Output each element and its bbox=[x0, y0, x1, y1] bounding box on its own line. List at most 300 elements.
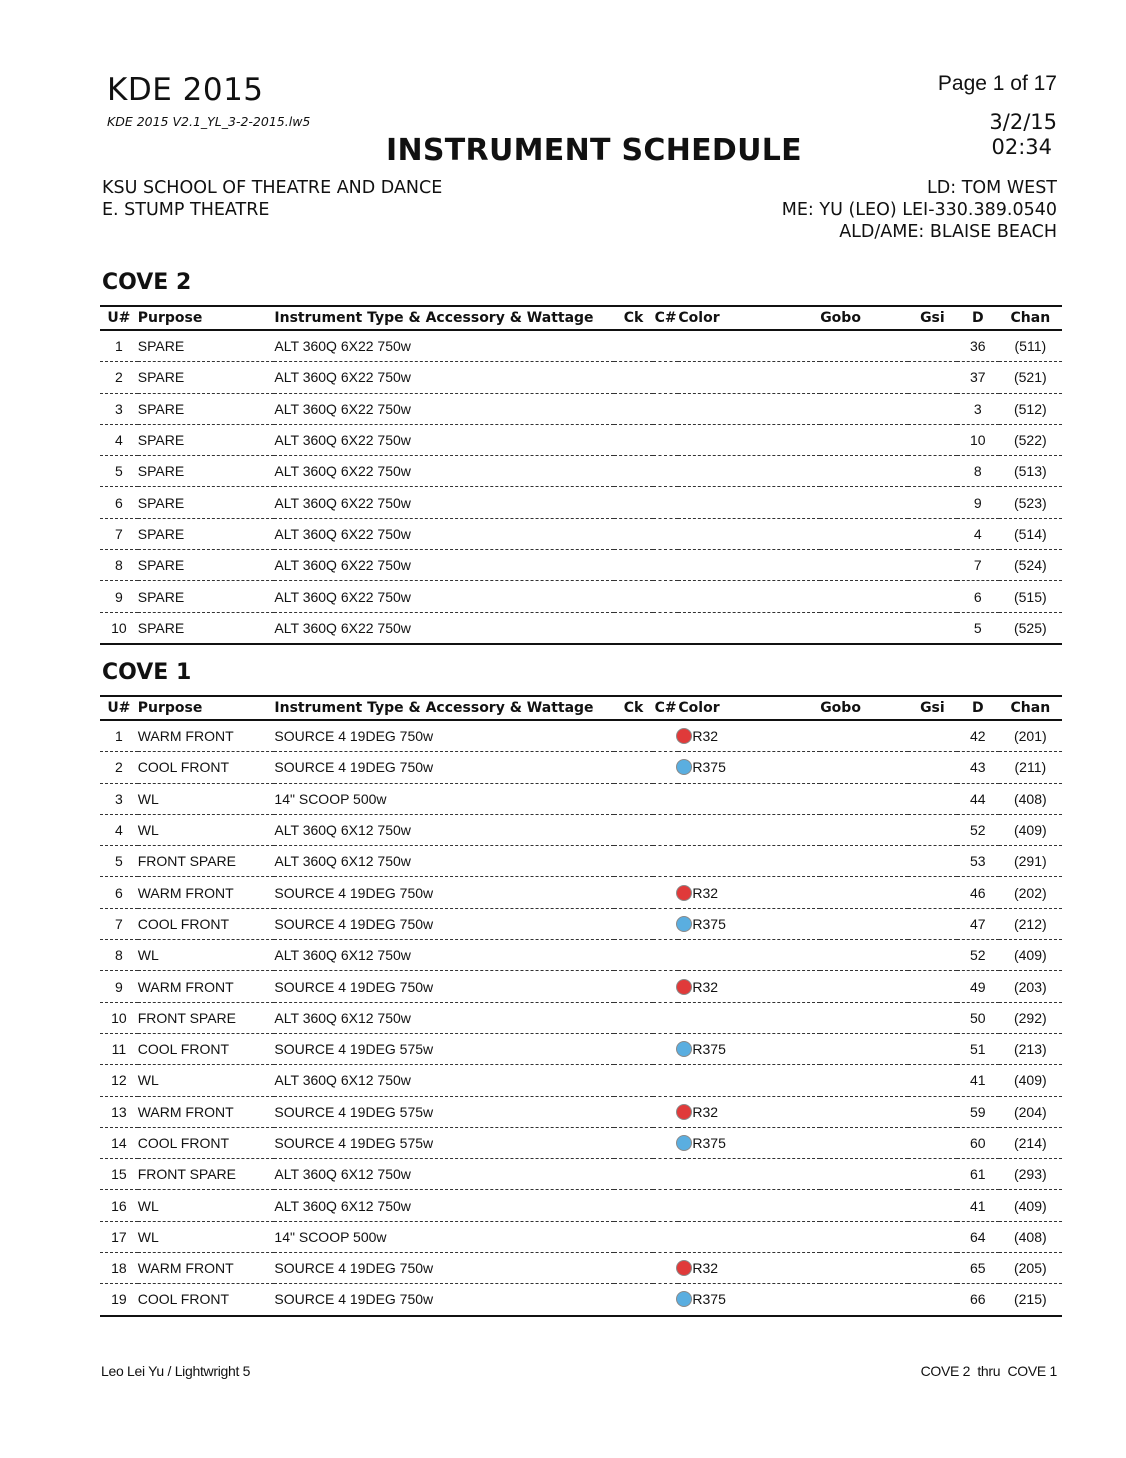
cell-dimmer: 43 bbox=[957, 752, 999, 783]
cell-dimmer: 60 bbox=[957, 1127, 999, 1158]
column-header-purpose: Purpose bbox=[138, 696, 275, 720]
cell-dimmer: 59 bbox=[957, 1096, 999, 1127]
cell-instrument-type: SOURCE 4 19DEG 575w bbox=[274, 1096, 614, 1127]
cell-color bbox=[678, 752, 820, 783]
color-swatch-icon bbox=[677, 729, 691, 743]
cell-circuit-number bbox=[653, 1253, 679, 1284]
cell-purpose: SPARE bbox=[138, 330, 275, 362]
color-label: R32 bbox=[692, 1260, 719, 1277]
column-header-circuit-number: C# bbox=[653, 306, 679, 330]
cell-gobo bbox=[820, 814, 908, 845]
cell-check bbox=[614, 1190, 653, 1221]
cell-circuit-number bbox=[653, 550, 679, 581]
cell-circuit-number bbox=[653, 971, 679, 1002]
table-row bbox=[100, 908, 1062, 939]
cell-gobo-size bbox=[908, 1096, 957, 1127]
cell-color bbox=[678, 1284, 820, 1316]
print-date: 3/2/15 bbox=[989, 110, 1057, 134]
cell-color bbox=[678, 1096, 820, 1127]
cell-dimmer: 47 bbox=[957, 908, 999, 939]
cell-check bbox=[614, 1002, 653, 1033]
column-header-gobo-size: Gsi bbox=[908, 306, 957, 330]
cell-gobo-size bbox=[908, 1127, 957, 1158]
cell-unit-number: 3 bbox=[100, 393, 138, 424]
table-row bbox=[100, 783, 1062, 814]
cell-dimmer: 9 bbox=[957, 487, 999, 518]
table-row bbox=[100, 940, 1062, 971]
cell-purpose: SPARE bbox=[138, 518, 275, 549]
cell-dimmer: 10 bbox=[957, 424, 999, 455]
cell-gobo bbox=[820, 518, 908, 549]
cell-gobo-size bbox=[908, 814, 957, 845]
cell-dimmer: 7 bbox=[957, 550, 999, 581]
lighting-designer: LD: TOM WEST bbox=[927, 178, 1057, 198]
table-row bbox=[100, 330, 1062, 362]
cell-color bbox=[678, 846, 820, 877]
cell-check bbox=[614, 518, 653, 549]
cell-color bbox=[678, 550, 820, 581]
cell-gobo-size bbox=[908, 1284, 957, 1316]
cell-dimmer: 41 bbox=[957, 1065, 999, 1096]
cell-dimmer: 8 bbox=[957, 456, 999, 487]
cell-gobo-size bbox=[908, 971, 957, 1002]
cell-gobo bbox=[820, 393, 908, 424]
cell-channel: (201) bbox=[999, 720, 1062, 752]
cell-instrument-type: ALT 360Q 6X12 750w bbox=[274, 1002, 614, 1033]
cell-circuit-number bbox=[653, 393, 679, 424]
cell-circuit-number bbox=[653, 456, 679, 487]
theatre-name: E. STUMP THEATRE bbox=[102, 200, 270, 220]
cell-purpose: SPARE bbox=[138, 424, 275, 455]
cell-channel: (409) bbox=[999, 1065, 1062, 1096]
table-row bbox=[100, 1033, 1062, 1064]
cell-gobo-size bbox=[908, 393, 957, 424]
cell-color bbox=[678, 1033, 820, 1064]
cell-circuit-number bbox=[653, 1190, 679, 1221]
cell-circuit-number bbox=[653, 1002, 679, 1033]
cell-dimmer: 6 bbox=[957, 581, 999, 612]
cell-circuit-number bbox=[653, 1127, 679, 1158]
table-row bbox=[100, 1190, 1062, 1221]
cell-purpose: COOL FRONT bbox=[138, 908, 275, 939]
table-row bbox=[100, 362, 1062, 393]
cell-color bbox=[678, 330, 820, 362]
table-row bbox=[100, 1284, 1062, 1316]
table-row bbox=[100, 518, 1062, 549]
cell-instrument-type: ALT 360Q 6X22 750w bbox=[274, 581, 614, 612]
cell-gobo bbox=[820, 908, 908, 939]
cell-instrument-type: ALT 360Q 6X12 750w bbox=[274, 846, 614, 877]
cell-instrument-type: ALT 360Q 6X12 750w bbox=[274, 1065, 614, 1096]
cell-dimmer: 36 bbox=[957, 330, 999, 362]
cell-dimmer: 46 bbox=[957, 877, 999, 908]
cell-unit-number: 1 bbox=[100, 720, 138, 752]
table-row bbox=[100, 612, 1062, 644]
cell-unit-number: 5 bbox=[100, 846, 138, 877]
cell-purpose: WL bbox=[138, 940, 275, 971]
cell-color bbox=[678, 518, 820, 549]
cell-unit-number: 19 bbox=[100, 1284, 138, 1316]
cell-gobo-size bbox=[908, 908, 957, 939]
cell-gobo-size bbox=[908, 1065, 957, 1096]
column-header-dimmer: D bbox=[957, 306, 999, 330]
cell-channel: (212) bbox=[999, 908, 1062, 939]
column-header-purpose: Purpose bbox=[138, 306, 275, 330]
cell-gobo bbox=[820, 1159, 908, 1190]
cell-gobo bbox=[820, 424, 908, 455]
cell-check bbox=[614, 1065, 653, 1096]
color-label: R375 bbox=[692, 915, 726, 932]
table-row bbox=[100, 1159, 1062, 1190]
cell-instrument-type: SOURCE 4 19DEG 750w bbox=[274, 1253, 614, 1284]
cell-check bbox=[614, 362, 653, 393]
color-label: R32 bbox=[692, 728, 719, 745]
cell-unit-number: 8 bbox=[100, 550, 138, 581]
cell-gobo-size bbox=[908, 877, 957, 908]
section-title-cove-1: COVE 1 bbox=[102, 660, 192, 685]
cell-circuit-number bbox=[653, 1284, 679, 1316]
table-row bbox=[100, 581, 1062, 612]
cell-check bbox=[614, 783, 653, 814]
table-row bbox=[100, 1127, 1062, 1158]
file-name: KDE 2015 V2.1_YL_3-2-2015.lw5 bbox=[107, 114, 311, 129]
cell-gobo-size bbox=[908, 940, 957, 971]
cell-check bbox=[614, 487, 653, 518]
cell-channel: (523) bbox=[999, 487, 1062, 518]
cell-dimmer: 53 bbox=[957, 846, 999, 877]
cell-purpose: FRONT SPARE bbox=[138, 846, 275, 877]
cell-channel: (202) bbox=[999, 877, 1062, 908]
cell-color bbox=[678, 1159, 820, 1190]
cell-gobo bbox=[820, 783, 908, 814]
page-number: Page 1 of 17 bbox=[937, 72, 1057, 95]
cell-channel: (515) bbox=[999, 581, 1062, 612]
column-header-instrument-type: Instrument Type & Accessory & Wattage bbox=[274, 696, 614, 720]
cell-purpose: FRONT SPARE bbox=[138, 1002, 275, 1033]
cell-instrument-type: ALT 360Q 6X22 750w bbox=[274, 487, 614, 518]
cell-dimmer: 3 bbox=[957, 393, 999, 424]
cell-instrument-type: SOURCE 4 19DEG 575w bbox=[274, 1127, 614, 1158]
cell-unit-number: 11 bbox=[100, 1033, 138, 1064]
cell-circuit-number bbox=[653, 1033, 679, 1064]
column-header-unit-number: U# bbox=[100, 306, 138, 330]
cell-purpose: WL bbox=[138, 1221, 275, 1252]
color-label: R32 bbox=[692, 884, 719, 901]
cell-instrument-type: ALT 360Q 6X22 750w bbox=[274, 612, 614, 644]
column-header-check: Ck bbox=[614, 696, 653, 720]
cell-gobo-size bbox=[908, 1190, 957, 1221]
cell-gobo bbox=[820, 1284, 908, 1316]
cell-unit-number: 8 bbox=[100, 940, 138, 971]
cell-gobo bbox=[820, 1221, 908, 1252]
schedule-table-cove-2 bbox=[100, 305, 1062, 645]
cell-gobo bbox=[820, 550, 908, 581]
cell-channel: (291) bbox=[999, 846, 1062, 877]
cell-instrument-type: SOURCE 4 19DEG 750w bbox=[274, 877, 614, 908]
color-label: R32 bbox=[692, 1103, 719, 1120]
report-heading: INSTRUMENT SCHEDULE bbox=[386, 133, 802, 168]
cell-check bbox=[614, 877, 653, 908]
cell-instrument-type: SOURCE 4 19DEG 750w bbox=[274, 908, 614, 939]
cell-instrument-type: 14" SCOOP 500w bbox=[274, 783, 614, 814]
cell-unit-number: 3 bbox=[100, 783, 138, 814]
cell-check bbox=[614, 940, 653, 971]
cell-purpose: COOL FRONT bbox=[138, 1127, 275, 1158]
cell-check bbox=[614, 456, 653, 487]
cell-color bbox=[678, 1127, 820, 1158]
cell-unit-number: 9 bbox=[100, 581, 138, 612]
cell-color bbox=[678, 1065, 820, 1096]
cell-unit-number: 10 bbox=[100, 1002, 138, 1033]
cell-channel: (215) bbox=[999, 1284, 1062, 1316]
cell-gobo-size bbox=[908, 1221, 957, 1252]
cell-gobo-size bbox=[908, 330, 957, 362]
column-header-color: Color bbox=[678, 306, 820, 330]
cell-color bbox=[678, 581, 820, 612]
school-name: KSU SCHOOL OF THEATRE AND DANCE bbox=[102, 178, 443, 198]
cell-gobo-size bbox=[908, 846, 957, 877]
cell-unit-number: 9 bbox=[100, 971, 138, 1002]
cell-purpose: WARM FRONT bbox=[138, 971, 275, 1002]
cell-purpose: SPARE bbox=[138, 487, 275, 518]
cell-gobo-size bbox=[908, 612, 957, 644]
cell-instrument-type: ALT 360Q 6X22 750w bbox=[274, 550, 614, 581]
color-label: R375 bbox=[692, 759, 726, 776]
cell-purpose: SPARE bbox=[138, 550, 275, 581]
cell-gobo-size bbox=[908, 550, 957, 581]
cell-gobo-size bbox=[908, 1033, 957, 1064]
cell-channel: (203) bbox=[999, 971, 1062, 1002]
cell-color bbox=[678, 456, 820, 487]
cell-instrument-type: ALT 360Q 6X12 750w bbox=[274, 940, 614, 971]
footer-author: Leo Lei Yu / Lightwright 5 bbox=[101, 1363, 251, 1379]
cell-instrument-type: ALT 360Q 6X22 750w bbox=[274, 518, 614, 549]
cell-color bbox=[678, 487, 820, 518]
cell-instrument-type: ALT 360Q 6X22 750w bbox=[274, 393, 614, 424]
cell-gobo bbox=[820, 1253, 908, 1284]
cell-instrument-type: ALT 360Q 6X22 750w bbox=[274, 424, 614, 455]
cell-check bbox=[614, 581, 653, 612]
cell-dimmer: 37 bbox=[957, 362, 999, 393]
cell-dimmer: 5 bbox=[957, 612, 999, 644]
column-header-gobo: Gobo bbox=[820, 306, 908, 330]
cell-circuit-number bbox=[653, 362, 679, 393]
color-swatch-icon bbox=[677, 1292, 691, 1306]
footer-range: COVE 2 thru COVE 1 bbox=[920, 1363, 1057, 1379]
table-row bbox=[100, 814, 1062, 845]
cell-channel: (408) bbox=[999, 1221, 1062, 1252]
cell-circuit-number bbox=[653, 487, 679, 518]
cell-color bbox=[678, 1253, 820, 1284]
cell-check bbox=[614, 971, 653, 1002]
cell-circuit-number bbox=[653, 612, 679, 644]
cell-color bbox=[678, 877, 820, 908]
cell-check bbox=[614, 393, 653, 424]
cell-purpose: WL bbox=[138, 1065, 275, 1096]
cell-gobo-size bbox=[908, 1159, 957, 1190]
cell-channel: (513) bbox=[999, 456, 1062, 487]
cell-color bbox=[678, 814, 820, 845]
cell-channel: (522) bbox=[999, 424, 1062, 455]
cell-color bbox=[678, 424, 820, 455]
cell-channel: (525) bbox=[999, 612, 1062, 644]
cell-check bbox=[614, 550, 653, 581]
color-swatch-icon bbox=[677, 980, 691, 994]
cell-check bbox=[614, 1221, 653, 1252]
cell-gobo-size bbox=[908, 456, 957, 487]
header-row bbox=[100, 696, 1062, 720]
cell-gobo-size bbox=[908, 720, 957, 752]
color-swatch-icon bbox=[677, 760, 691, 774]
column-header-gobo-size: Gsi bbox=[908, 696, 957, 720]
column-header-color: Color bbox=[678, 696, 820, 720]
cell-gobo-size bbox=[908, 581, 957, 612]
cell-gobo bbox=[820, 1065, 908, 1096]
cell-instrument-type: 14" SCOOP 500w bbox=[274, 1221, 614, 1252]
cell-unit-number: 1 bbox=[100, 330, 138, 362]
cell-instrument-type: ALT 360Q 6X22 750w bbox=[274, 362, 614, 393]
cell-gobo-size bbox=[908, 783, 957, 814]
cell-color bbox=[678, 971, 820, 1002]
cell-circuit-number bbox=[653, 814, 679, 845]
master-electrician: ME: YU (LEO) LEI-330.389.0540 bbox=[781, 200, 1057, 220]
cell-instrument-type: SOURCE 4 19DEG 750w bbox=[274, 971, 614, 1002]
table-row bbox=[100, 1253, 1062, 1284]
cell-color bbox=[678, 720, 820, 752]
column-header-check: Ck bbox=[614, 306, 653, 330]
cell-unit-number: 2 bbox=[100, 752, 138, 783]
cell-unit-number: 14 bbox=[100, 1127, 138, 1158]
cell-purpose: WL bbox=[138, 783, 275, 814]
cell-gobo bbox=[820, 1002, 908, 1033]
column-header-dimmer: D bbox=[957, 696, 999, 720]
cell-channel: (292) bbox=[999, 1002, 1062, 1033]
table-row bbox=[100, 752, 1062, 783]
table-row bbox=[100, 846, 1062, 877]
cell-unit-number: 12 bbox=[100, 1065, 138, 1096]
cell-dimmer: 51 bbox=[957, 1033, 999, 1064]
cell-circuit-number bbox=[653, 940, 679, 971]
color-swatch-icon bbox=[677, 917, 691, 931]
cell-circuit-number bbox=[653, 720, 679, 752]
cell-purpose: WARM FRONT bbox=[138, 720, 275, 752]
cell-unit-number: 5 bbox=[100, 456, 138, 487]
header-row bbox=[100, 306, 1062, 330]
cell-check bbox=[614, 330, 653, 362]
cell-gobo bbox=[820, 1127, 908, 1158]
cell-purpose: FRONT SPARE bbox=[138, 1159, 275, 1190]
cell-instrument-type: ALT 360Q 6X22 750w bbox=[274, 330, 614, 362]
cell-color bbox=[678, 612, 820, 644]
cell-check bbox=[614, 752, 653, 783]
cell-circuit-number bbox=[653, 1096, 679, 1127]
cell-circuit-number bbox=[653, 783, 679, 814]
cell-check bbox=[614, 720, 653, 752]
cell-gobo bbox=[820, 612, 908, 644]
cell-circuit-number bbox=[653, 1221, 679, 1252]
table-row bbox=[100, 456, 1062, 487]
cell-unit-number: 4 bbox=[100, 424, 138, 455]
cell-channel: (293) bbox=[999, 1159, 1062, 1190]
cell-purpose: WL bbox=[138, 814, 275, 845]
column-header-instrument-type: Instrument Type & Accessory & Wattage bbox=[274, 306, 614, 330]
cell-gobo bbox=[820, 846, 908, 877]
color-label: R375 bbox=[692, 1291, 726, 1308]
table-row bbox=[100, 1002, 1062, 1033]
cell-unit-number: 6 bbox=[100, 487, 138, 518]
cell-check bbox=[614, 1033, 653, 1064]
cell-unit-number: 10 bbox=[100, 612, 138, 644]
cell-gobo bbox=[820, 720, 908, 752]
cell-check bbox=[614, 1159, 653, 1190]
cell-dimmer: 4 bbox=[957, 518, 999, 549]
cell-channel: (409) bbox=[999, 940, 1062, 971]
cell-dimmer: 52 bbox=[957, 940, 999, 971]
cell-color bbox=[678, 940, 820, 971]
cell-gobo bbox=[820, 971, 908, 1002]
venue-info bbox=[102, 177, 442, 221]
cell-channel: (204) bbox=[999, 1096, 1062, 1127]
table-row bbox=[100, 720, 1062, 752]
cell-dimmer: 50 bbox=[957, 1002, 999, 1033]
table-row bbox=[100, 971, 1062, 1002]
cell-purpose: SPARE bbox=[138, 456, 275, 487]
cell-gobo bbox=[820, 940, 908, 971]
cell-gobo bbox=[820, 487, 908, 518]
color-swatch-icon bbox=[677, 1042, 691, 1056]
cell-check bbox=[614, 1096, 653, 1127]
cell-check bbox=[614, 814, 653, 845]
cell-purpose: COOL FRONT bbox=[138, 752, 275, 783]
cell-channel: (524) bbox=[999, 550, 1062, 581]
cell-channel: (514) bbox=[999, 518, 1062, 549]
print-time: 02:34 bbox=[991, 135, 1052, 159]
color-swatch-icon bbox=[677, 1261, 691, 1275]
table-row bbox=[100, 1221, 1062, 1252]
cell-gobo bbox=[820, 1096, 908, 1127]
cell-gobo bbox=[820, 456, 908, 487]
cell-dimmer: 44 bbox=[957, 783, 999, 814]
table-row bbox=[100, 424, 1062, 455]
color-label: R375 bbox=[692, 1041, 726, 1058]
cell-circuit-number bbox=[653, 752, 679, 783]
cell-instrument-type: SOURCE 4 19DEG 750w bbox=[274, 752, 614, 783]
column-header-gobo: Gobo bbox=[820, 696, 908, 720]
cell-instrument-type: ALT 360Q 6X12 750w bbox=[274, 814, 614, 845]
color-swatch-icon bbox=[677, 1136, 691, 1150]
section-title-cove-2: COVE 2 bbox=[102, 270, 192, 295]
cell-gobo bbox=[820, 1190, 908, 1221]
cell-gobo-size bbox=[908, 487, 957, 518]
cell-purpose: SPARE bbox=[138, 362, 275, 393]
cell-circuit-number bbox=[653, 424, 679, 455]
column-header-channel: Chan bbox=[999, 306, 1062, 330]
cell-unit-number: 7 bbox=[100, 518, 138, 549]
cell-gobo bbox=[820, 362, 908, 393]
table-row bbox=[100, 393, 1062, 424]
column-header-circuit-number: C# bbox=[653, 696, 679, 720]
color-swatch-icon bbox=[677, 886, 691, 900]
cell-dimmer: 52 bbox=[957, 814, 999, 845]
cell-dimmer: 41 bbox=[957, 1190, 999, 1221]
cell-unit-number: 4 bbox=[100, 814, 138, 845]
cell-unit-number: 16 bbox=[100, 1190, 138, 1221]
cell-channel: (409) bbox=[999, 814, 1062, 845]
cell-circuit-number bbox=[653, 908, 679, 939]
cell-purpose: SPARE bbox=[138, 393, 275, 424]
cell-check bbox=[614, 424, 653, 455]
color-label: R32 bbox=[692, 978, 719, 995]
